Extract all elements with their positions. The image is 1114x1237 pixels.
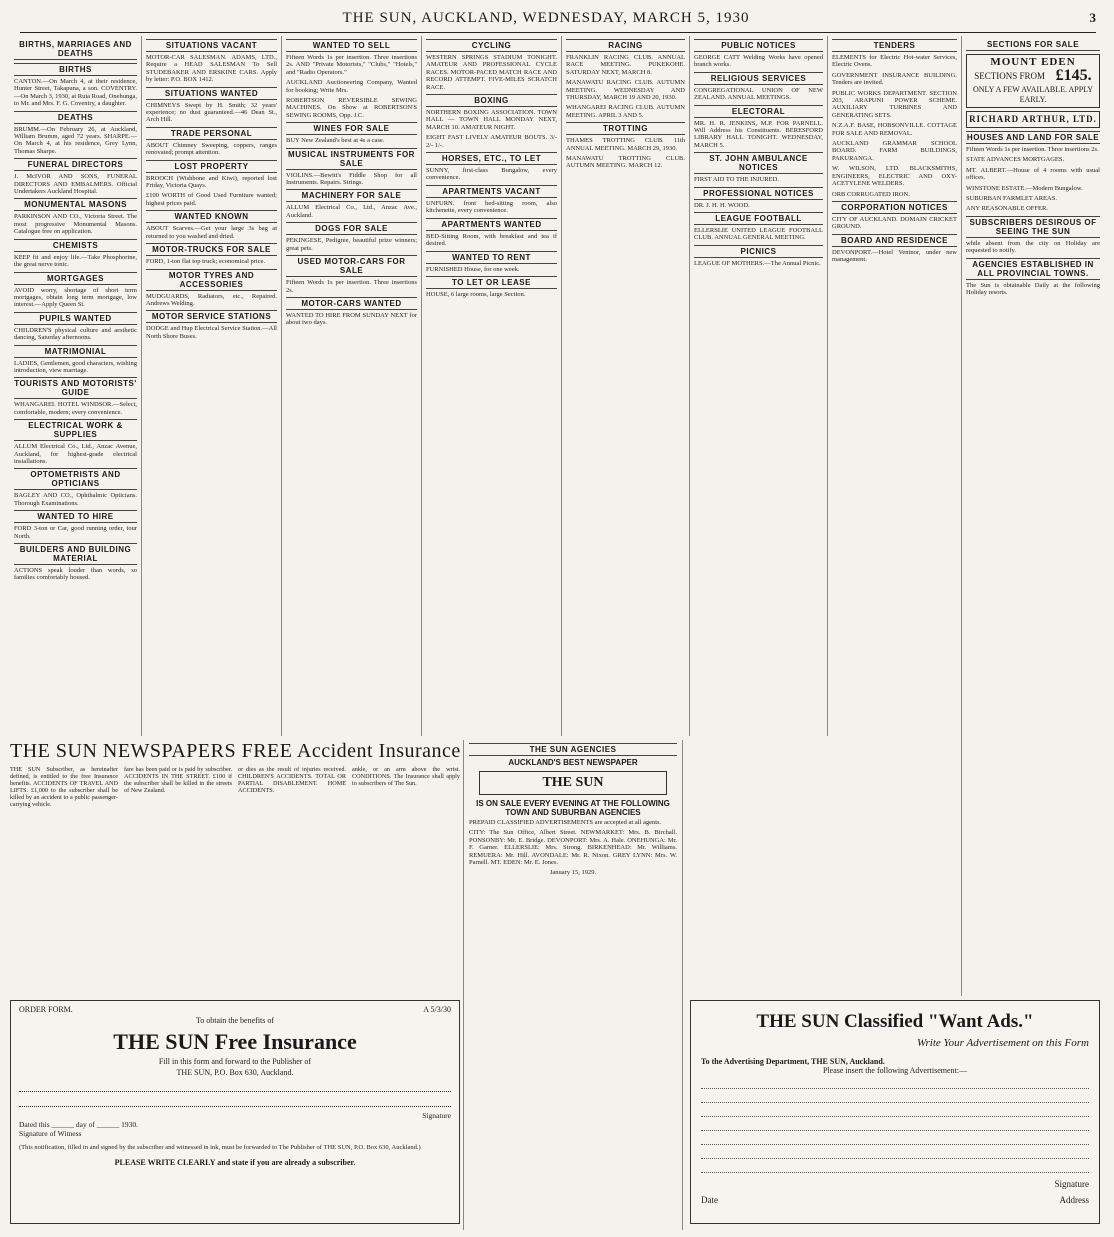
column-cycling-boxing [422, 36, 562, 736]
agencies-best: AUCKLAND'S BEST NEWSPAPER [508, 758, 638, 767]
column-situations [142, 36, 282, 736]
section-heading: PUPILS WANTED [14, 312, 137, 325]
masthead [20, 4, 1096, 33]
want-ads-signature: Signature [1054, 1179, 1089, 1189]
classified-ad: SUBURBAN FARMLET AREAS. [966, 195, 1057, 203]
section-heading: DEATHS [14, 111, 137, 124]
section-heading: TENDERS [832, 39, 957, 52]
want-ads-title: THE SUN Classified "Want Ads." [756, 1011, 1034, 1032]
section-heading: HOUSES AND LAND FOR SALE [966, 133, 1100, 142]
classified-ad: GOVERNMENT INSURANCE BUILDING. Tenders are invited. [832, 71, 957, 87]
section-heading: TROTTING [566, 122, 685, 135]
section-heading: BOXING [426, 94, 557, 107]
section-heading: HORSES, ETC., TO LET [426, 152, 557, 165]
classified-ad: FRANKLIN RACING CLUB. ANNUAL RACE MEETING. PUKEKOHE. SATURDAY NEXT, MARCH 8. [566, 54, 685, 76]
ad-line[interactable] [701, 1121, 1089, 1131]
section-heading: SITUATIONS VACANT [146, 39, 277, 52]
classified-ad: LADIES, Gentlemen, good characters, wishing introduction, view marriage. [14, 359, 137, 374]
section-heading: PUBLIC NOTICES [694, 39, 823, 52]
classified-ad: DR. J. H. H. WOOD. [694, 201, 750, 209]
agencies-prepaid: PREPAID CLASSIFIED ADVERTISEMENTS are accepted at all agents. [469, 819, 662, 826]
want-ads-form [690, 1000, 1100, 1224]
only-a-few: ONLY A FEW AVAILABLE. APPLY EARLY. [972, 85, 1094, 104]
want-ads-date: Date [701, 1195, 718, 1205]
classified-ad: STATE ADVANCES MORTGAGES. [966, 156, 1065, 164]
classified-ad: SUNNY, first-class Bungalow, every convenience. [426, 167, 557, 182]
col6-list [694, 39, 823, 267]
classified-ad: ABOUT Scarves.—Get your large 3s bag at returned to you washed and dried. [146, 225, 277, 240]
classified-ad: PUBLIC WORKS DEPARTMENT. SECTION 203, ARAPUNI POWER SCHEME. AUXILIARY TURBINES AND GENERATING SETS. [832, 89, 957, 119]
column-public-notices [690, 36, 828, 736]
classified-ad: ABOUT Chimney Sweeping, coppers, ranges renovated; prompt attention. [146, 141, 277, 157]
classified-ad: DODGE and Hup Electrical Service Station.—All North Shore Buses. [146, 325, 277, 340]
classified-ad: MOTOR-CAR SALESMAN. ADAMS, LTD., Require a HEAD SALESMAN To Sell STUDEBAKER AND ERSKINE CARS. Apply by letter: P.O. BOX 1412. [146, 54, 277, 84]
section-heading: WANTED TO RENT [426, 251, 557, 264]
section-heading: MUSICAL INSTRUMENTS FOR SALE [286, 148, 417, 170]
page-number: 3 [1089, 10, 1096, 25]
col1-list [14, 63, 137, 582]
section-heading: ELECTORAL [694, 105, 823, 118]
section-heading: MACHINERY FOR SALE [286, 189, 417, 202]
mount-eden-title: MOUNT EDEN [990, 56, 1076, 68]
want-ads-to: To the Advertising Department, THE SUN, Auckland. [701, 1057, 885, 1066]
classified-ad: Fifteen Words 1s per insertion. Three insertions 2s. [286, 279, 417, 294]
order-intro: To obtain the benefits of [195, 1016, 275, 1025]
section-heading: WINES FOR SALE [286, 122, 417, 135]
column-tenders [828, 36, 962, 996]
ad-line[interactable] [701, 1149, 1089, 1159]
section-heading: OPTOMETRISTS AND OPTICIANS [14, 468, 137, 490]
section-heading: MORTGAGES [14, 272, 137, 285]
section-heading: WANTED TO SELL [286, 39, 417, 52]
want-ads-insert: Please insert the following Advertisement:— [823, 1066, 967, 1075]
price-label: SECTIONS FROM [974, 71, 1046, 81]
column-wanted-to-sell [282, 36, 422, 736]
sections-head: SECTIONS FOR SALE [966, 39, 1100, 51]
insurance-banner: THE SUN NEWSPAPERS FREE Accident Insurance [10, 740, 461, 762]
classified-ad: GEORGE CATT Welding Works have opened branch works. [694, 54, 823, 69]
classified-ad: THAMES TROTTING CLUB. 11th ANNUAL MEETING. MARCH 29, 1930. [566, 137, 685, 152]
section-heading: CHEMISTS [14, 239, 137, 252]
classified-ad: PARKINSON AND CO., Victoria Street. The most progressive Monumental Masons. Catalogue free on application. [14, 213, 137, 236]
firm-name: RICHARD ARTHUR, LTD. [966, 111, 1100, 128]
want-ads-address: Address [1059, 1195, 1089, 1205]
section-heading: ST. JOHN AMBULANCE NOTICES [694, 152, 823, 174]
section-heading: MOTOR-CARS WANTED [286, 297, 417, 310]
classified-ad: BROOCH (Wishbone and Kiwi), reported lost Friday, Victoria Quays. [146, 174, 277, 190]
classified-ad: ACTIONS speak louder than words, so families comfortably housed. [14, 567, 137, 582]
masthead-title: THE SUN, AUCKLAND, WEDNESDAY, MARCH 5, 1930 [342, 9, 750, 26]
classified-ad: UNFURN. front bed-sitting room, also kitchenette, every convenience. [426, 199, 557, 215]
section-heading: WANTED TO HIRE [14, 510, 137, 523]
classified-ad: NORTHERN BOXING ASSOCIATION. TOWN HALL — TOWN HALL MONDAY NEXT, MARCH 10. AMATEUR NIGHT. [426, 109, 557, 131]
classified-ad: WESTERN SPRINGS STADIUM TONIGHT. AMATEUR AND PROFESSIONAL CYCLE RACES. MOTOR-PACED MATCH RACE AND RECORD ATTEMPT. FIVE-MILES SCRATCH RACE. [426, 54, 557, 91]
classified-ad: The Sun is obtainable Daily at the following Holiday resorts. [966, 281, 1100, 297]
section-heading: AGENCIES ESTABLISHED IN ALL PROVINCIAL TOWNS. [966, 258, 1100, 280]
classified-ad: CANTON.—On March 4, at their residence, Hunter Street, Takapuna, a son. COVENTRY.—On March 3, 1930, at Ruia Road, Onehunga, to Mr. and Mrs. F. G. Coventry, a daughter. [14, 78, 137, 108]
classified-ad: VIOLINS.—Bewitt's Fiddle Shop for all Instruments. Repairs. Strings. [286, 171, 417, 187]
section-heading: MOTOR TYRES AND ACCESSORIES [146, 269, 277, 291]
classified-ad: MUDGUARDS, Radiators, etc., Repaired. Andrews Welding. [146, 292, 277, 307]
classified-ad: EIGHT FAST LIVELY AMATEUR BOUTS. 3/- 2/- 1/-. [426, 134, 557, 149]
classified-ad: ALLUM Electrical Co., Ltd., Anzac Ave., Auckland. [286, 204, 417, 219]
classified-ad: while absent from the city on Holiday are requested to notify. [966, 239, 1100, 255]
column-head: BIRTHS, MARRIAGES AND DEATHS [14, 39, 137, 60]
order-address: THE SUN, P.O. Box 630, Auckland. [176, 1068, 294, 1077]
col7-list [832, 39, 957, 264]
classified-ad: ELLERSLIE UNITED LEAGUE FOOTBALL CLUB. ANNUAL GENERAL MEETING. [694, 227, 823, 242]
classified-ad: KEEP fit and enjoy life.—Take Phosphorine, the great nerve tonic. [14, 253, 137, 269]
classified-ad: WHANGAREI RACING CLUB. AUTUMN MEETING. APRIL 3 AND 5. [566, 104, 685, 119]
classified-ad: FURNISHED House, for one week. [426, 265, 520, 273]
classified-ad: CHILDREN'S physical culture and aesthetic dancing, Saturday afternoons. [14, 326, 137, 342]
classified-ad: WHANGAREI. HOTEL WINDSOR.—Select, comfortable, modern; every convenience. [14, 401, 137, 416]
classified-ad: WINSTONE ESTATE.—Modern Bungalow. [966, 184, 1083, 192]
section-heading: APARTMENTS WANTED [426, 218, 557, 231]
order-dated: Dated this ______ day of ______ 1930. [19, 1120, 138, 1129]
section-heading: RELIGIOUS SERVICES [694, 72, 823, 85]
classified-ad: FIRST AID TO THE INJURED. [694, 176, 779, 184]
section-heading: BIRTHS [14, 63, 137, 76]
section-heading: LEAGUE FOOTBALL [694, 212, 823, 225]
classified-ad: FORD 3-ton or Car, good running order, tour North. [14, 525, 137, 540]
agencies-sun-box: THE SUN [479, 771, 667, 795]
section-heading: MOTOR-TRUCKS FOR SALE [146, 243, 277, 256]
classified-ad: CITY OF AUCKLAND. DOMAIN CRICKET GROUND. [832, 215, 957, 231]
classified-ad: PEKINGESE, Pedigree, beautiful prize winners; great pets. [286, 237, 417, 252]
col4-list [426, 39, 557, 298]
section-heading: SUBSCRIBERS DESIROUS OF SEEING THE SUN [966, 216, 1100, 238]
classified-ad: MT. ALBERT.—House of 4 rooms with usual offices. [966, 166, 1100, 182]
price-row [969, 67, 1097, 84]
section-heading: CORPORATION NOTICES [832, 201, 957, 214]
col8-list [966, 131, 1100, 296]
col5-list [566, 39, 685, 170]
order-warning: PLEASE WRITE CLEARLY and state if you are already a subscriber. [114, 1157, 356, 1167]
classified-ad: WANTED TO HIRE FROM SUNDAY NEXT for about two days. [286, 311, 417, 327]
classified-ad: MR. H. R. JENKINS, M.P. FOR PARNELL. Will Address his Constituents. BERESFORD LIBRARY HALL TONIGHT. WEDNESDAY, MARCH 5. [694, 119, 823, 149]
insurance-order-form [10, 1000, 460, 1224]
classified-ad: CHIMNEYS Swept by H. Smith; 32 years' experience; no dust guaranteed.—46 Dean St., Arch Hill. [146, 101, 277, 124]
classified-ad: ORB CORRUGATED IRON. [832, 190, 910, 198]
insurance-col-a: THE SUN Subscriber, as hereinafter defined, is entitled to the free Insurance benefits. ACCIDENTS OF TRAVEL AND LIFTS. £1,000 to the subscriber shall be killed by an accident to a public passenger-carrying vehicle. [10, 766, 118, 808]
classified-ad: ROBERTSON REVERSIBLE SEWING MACHINES. On Show at ROBERTSON'S SEWING ROOMS, Opp. J.C. [286, 97, 417, 119]
classified-ad: CONGREGATIONAL UNION OF NEW ZEALAND. ANNUAL MEETINGS. [694, 86, 823, 102]
section-heading: TOURISTS AND MOTORISTS' GUIDE [14, 379, 137, 398]
order-signature: Signature [422, 1111, 451, 1120]
order-fill: Fill in this form and forward to the Publisher of [158, 1057, 312, 1066]
section-heading: ELECTRICAL WORK & SUPPLIES [14, 419, 137, 441]
section-heading: MATRIMONIAL [14, 345, 137, 358]
agencies-list: CITY: The Sun Office, Albert Street. NEWMARKET: Mrs. B. Birchall. PONSONBY: Mr. E. Bridge. DEVONPORT: Mrs. A. Hale. ONEHUNGA: Mr. F. Garner. ELLERSLIE: Mrs. Strong. BIRKENHEAD: Mr. Williams. REMUERA: Mr. Hill. AVONDALE: Mr. R. Nixon. GREY LYNN: Mrs. W. Parnell. MT. EDEN: Mr. E. Jones. [469, 829, 677, 867]
section-heading: APARTMENTS VACANT [426, 185, 557, 198]
classified-ad: FORD, 1-ton flat top truck; economical price. [146, 258, 266, 266]
section-heading: PROFESSIONAL NOTICES [694, 187, 823, 200]
classified-ad: MANAWATU RACING CLUB. AUTUMN MEETING. WEDNESDAY AND THURSDAY, MARCH 19 AND 20, 1930. [566, 79, 685, 102]
col2-list [146, 39, 277, 340]
insurance-col-c: or dies as the result of injuries received. CHILDREN'S ACCIDENTS. TOTAL OR PARTIAL DISABLEMENT. HOME ACCIDENTS. [238, 766, 346, 794]
classified-ad: AUCKLAND Auctioneering Company, Wanted for booking; Write Mrs. [286, 79, 417, 94]
ad-line[interactable] [701, 1135, 1089, 1145]
ad-line[interactable] [701, 1093, 1089, 1103]
section-heading: TRADE PERSONAL [146, 127, 277, 140]
classified-ad: BUY New Zealand's best at 4s a case. [286, 137, 385, 145]
classified-ad: LEAGUE OF MOTHERS.—The Annual Picnic. [694, 259, 821, 267]
section-heading: CYCLING [426, 39, 557, 52]
sun-agencies [463, 740, 683, 1230]
classified-ad: BED-Sitting Room, with breakfast and tea if desired. [426, 232, 557, 248]
classified-ad: N.Z.A.F. BASE, HOBSONVILLE. COTTAGE FOR SALE AND REMOVAL. [832, 122, 957, 137]
classified-ad: BRUMM.—On February 26, at Auckland, William Brumm, aged 72 years. SHARPE.—On March 4, at his residence, Grey Lynn, Thomas Sharpe. [14, 125, 137, 155]
classified-ad: ELEMENTS for Electric Hot-water Services, Electric Ovens. [832, 54, 957, 69]
classified-ad: BAGLEY AND CO., Ophthalmic Opticians. Thorough Examinations. [14, 492, 137, 507]
price-value: £145. [1055, 67, 1092, 84]
order-title: THE SUN Free Insurance [113, 1029, 357, 1054]
section-heading: WANTED KNOWN [146, 210, 277, 223]
order-form-code: A 5/3/30 [423, 1005, 451, 1014]
agencies-head: THE SUN AGENCIES [469, 743, 677, 756]
col3-list [286, 39, 417, 327]
name-line[interactable] [19, 1081, 451, 1092]
section-heading: BUILDERS AND BUILDING MATERIAL [14, 543, 137, 565]
column-racing [562, 36, 690, 736]
agencies-date: January 15, 1929. [549, 869, 597, 877]
classified-ad: HOUSE, 6 large rooms, large Section. [426, 290, 526, 298]
column-births-deaths [10, 36, 142, 736]
want-ads-date-row [701, 1195, 1089, 1205]
order-form-label: ORDER FORM. [19, 1005, 73, 1014]
classified-ad: Fifteen Words 1s per insertion. Three insertions 2s. AND "Private Motorists," "Clubs," "Hotels," and "Radio Operators." [286, 54, 417, 76]
classified-ad: ALLUM Electrical Co., Ltd., Anzac Avenue, Auckland, for highest-grade electrical installations. [14, 443, 137, 465]
classified-ad: AVOID worry, shortage of short term mortgages, obtain long term mortgage, low interest.—Apply Queen St. [14, 286, 137, 309]
order-witness: Signature of Witness [19, 1129, 82, 1138]
classified-ad: DEVONPORT.—Hotel Ventnor, under new management. [832, 248, 957, 264]
section-heading: TO LET OR LEASE [426, 276, 557, 289]
classified-ad: Fifteen Words 1s per insertion. Three insertions 2s. [966, 146, 1099, 153]
section-heading: USED MOTOR-CARS FOR SALE [286, 255, 417, 277]
classified-ad: J. McIVOR AND SONS, FUNERAL DIRECTORS AND EMBALMERS. Official Undertakers Auckland Hospital. [14, 173, 137, 196]
section-heading: BOARD AND RESIDENCE [832, 234, 957, 247]
classified-ad: MANAWATU TROTTING CLUB. AUTUMN MEETING. MARCH 12. [566, 155, 685, 170]
want-ads-sub: Write Your Advertisement on this Form [916, 1037, 1089, 1049]
mount-eden-ad [966, 54, 1100, 108]
column-sections-for-sale [962, 36, 1104, 996]
agencies-onsale: IS ON SALE EVERY EVENING AT THE FOLLOWING TOWN AND SUBURBAN AGENCIES [476, 799, 670, 817]
section-heading: MOTOR SERVICE STATIONS [146, 310, 277, 323]
classified-ad: £100 WORTH of Good Used Furniture wanted; highest prices paid. [146, 192, 277, 207]
address-line[interactable] [19, 1096, 451, 1107]
ad-line[interactable] [701, 1163, 1089, 1173]
section-heading: FUNERAL DIRECTORS [14, 158, 137, 171]
section-heading: PICNICS [694, 245, 823, 258]
classified-ad: ANY REASONABLE OFFER. [966, 205, 1048, 213]
section-heading: MONUMENTAL MASONS [14, 198, 137, 211]
classified-ad: W. WILSON, LTD. BLACKSMITHS, ENGINEERS, ELECTRIC AND OXY-ACETYLENE WELDERS. [832, 165, 957, 188]
ad-line[interactable] [701, 1079, 1089, 1089]
section-heading: SITUATIONS WANTED [146, 87, 277, 100]
insurance-col-b: fare has been paid or is paid by subscriber. ACCIDENTS IN THE STREET. £100 if the subscriber shall be killed in the streets of New Zealand. [124, 766, 232, 794]
section-heading: LOST PROPERTY [146, 160, 277, 173]
order-note: (This notification, filled in and signed by the subscriber and witnessed in ink, must be forwarded to The Publisher of THE SUN, P.O. Box 630, Auckland.) [19, 1144, 421, 1151]
want-ads-signature-row [701, 1179, 1089, 1189]
insurance-col-d: ankle, or an arm above the wrist. CONDITIONS. The Insurance shall apply to subscribers of The Sun. [352, 766, 460, 787]
section-heading: RACING [566, 39, 685, 52]
ad-line[interactable] [701, 1107, 1089, 1117]
section-heading: DOGS FOR SALE [286, 222, 417, 235]
classified-ad: AUCKLAND GRAMMAR SCHOOL BOARD. FARM BUILDINGS, PAKURANGA. [832, 140, 957, 162]
